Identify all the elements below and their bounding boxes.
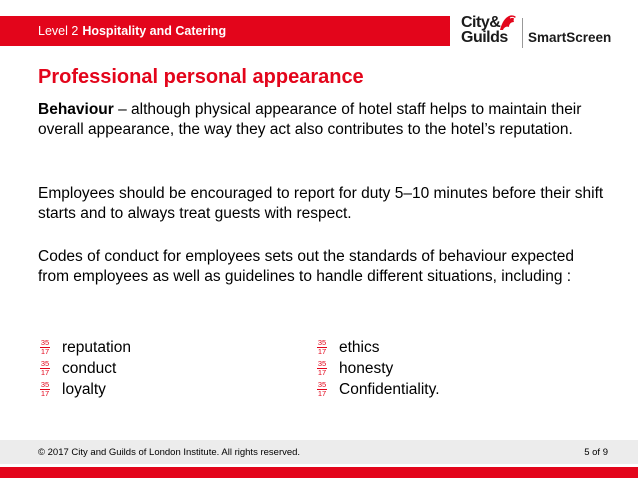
bullet-text: ethics	[339, 338, 380, 356]
logo-guilds-text: Guilds	[461, 29, 508, 46]
slide-title: Professional personal appearance	[38, 66, 364, 88]
logo-city-text: City&	[461, 14, 501, 31]
lion-emblem-icon	[497, 12, 519, 34]
bullet-list	[38, 337, 598, 407]
list-item	[38, 337, 131, 358]
bullet-marker-icon: 35 17	[317, 338, 327, 356]
code-of-conduct-paragraph: Codes of conduct for employees sets out the standards of behaviour expected from employees as well as guidelines to handle different situations, including :	[38, 248, 574, 285]
bullet-text: Confidentiality.	[339, 380, 440, 398]
course-level: Level 2	[38, 24, 79, 38]
bullet-marker-icon: 35 17	[40, 359, 50, 377]
brand-logo-area	[458, 14, 636, 54]
bottom-accent-bar	[0, 467, 638, 478]
bullet-column-left	[38, 337, 131, 400]
behaviour-text: – although physical appearance of hotel staff helps to maintain their overall appearance, the way they act also contributes to the hotel’s reputation.	[38, 101, 582, 138]
bullet-marker-icon: 35 17	[40, 380, 50, 398]
list-item	[38, 379, 131, 400]
bullet-text: loyalty	[62, 380, 106, 398]
list-item	[315, 379, 440, 400]
punctuality-paragraph: Employees should be encouraged to report for duty 5–10 minutes before their shift starts and to always treat guests with respect.	[38, 185, 604, 222]
list-item	[315, 358, 440, 379]
bullet-text: honesty	[339, 359, 394, 377]
list-item	[38, 358, 131, 379]
bullet-text: reputation	[62, 338, 131, 356]
bullet-marker-icon: 35 17	[40, 338, 50, 356]
course-header-bar	[0, 16, 450, 46]
list-item	[315, 337, 440, 358]
bullet-marker-icon: 35 17	[317, 380, 327, 398]
page-number: 5 of 9	[584, 447, 608, 458]
slide-footer	[0, 440, 638, 464]
course-name: Hospitality and Catering	[82, 24, 227, 38]
behaviour-paragraph	[38, 100, 608, 140]
behaviour-term: Behaviour	[38, 101, 114, 118]
bullet-column-right	[315, 337, 440, 400]
city-and-guilds-logo	[461, 14, 519, 50]
copyright-text: © 2017 City and Guilds of London Institute. All rights reserved.	[38, 447, 301, 458]
logo-divider	[522, 18, 523, 48]
smartscreen-logo-text: SmartScreen	[528, 30, 612, 45]
bullet-marker-icon: 35 17	[317, 359, 327, 377]
bullet-text: conduct	[62, 359, 117, 377]
